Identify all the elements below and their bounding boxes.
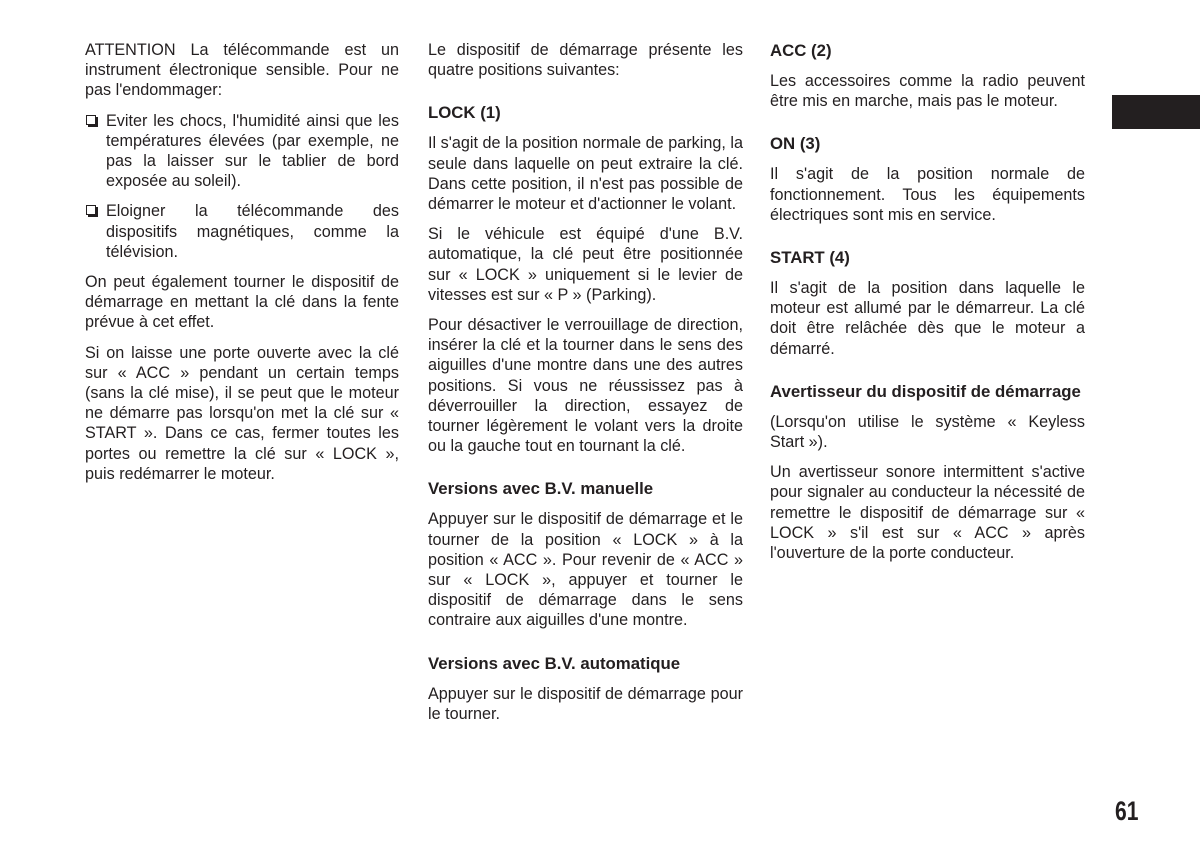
section-heading-lock: LOCK (1) [428,103,501,123]
body-paragraph: Un avertisseur sonore intermittent s'active pour signaler au conducteur la nécessité de remettre le dispositif de démarrage sur « LOCK » s'il est sur « ACC » après l'ouverture de la porte conducteur. [770,463,1085,563]
intro-paragraph: Le dispositif de démarrage présente les quatre positions suivantes: [428,41,743,80]
body-paragraph: Appuyer sur le dispositif de démarrage et le tourner de la position « LOCK » à la position « ACC ». Pour revenir de « ACC » sur « LOCK », appuyer et tourner le dispositif de démarrage dans le sens contraire aux aiguilles d'une montre. [428,510,743,630]
left-column [85,40,399,494]
section-heading-manual: Versions avec B.V. manuelle [428,479,654,499]
bullet-item [85,111,399,192]
section-heading-on: ON (3) [770,134,821,154]
body-paragraph: Si le véhicule est équipé d'une B.V. automatique, la clé peut être positionnée sur « LOCK » uniquement si le levier de vitesses est sur « P » (Parking). [428,225,743,304]
bullet-item [85,201,399,262]
body-paragraph: Il s'agit de la position dans laquelle le moteur est allumé par le démarreur. La clé doit être relâchée dès que le moteur a démarré. [770,279,1085,358]
section-heading-start: START (4) [770,248,850,268]
bullet-text: Eviter les chocs, l'humidité ainsi que les températures élevées (par exemple, ne pas la laisser sur le tablier de bord exposée au soleil). [106,111,399,191]
section-heading-warning: Avertisseur du dispositif de démarrage [770,381,1081,401]
checkbox-bullet-icon [86,115,96,125]
right-column [770,40,1085,573]
body-paragraph: Les accessoires comme la radio peuvent être mis en marche, mais pas le moteur. [770,72,1085,111]
section-heading-automatic: Versions avec B.V. automatique [428,653,681,673]
section-heading-acc: ACC (2) [770,41,832,60]
body-paragraph: On peut également tourner le dispositif de démarrage en mettant la clé dans la fente prévue à cet effet. [85,273,399,332]
attention-paragraph: ATTENTION La télécommande est un instrument électronique sensible. Pour ne pas l'endommager: [85,41,399,100]
body-paragraph: Appuyer sur le dispositif de démarrage pour le tourner. [428,684,743,723]
body-paragraph: Il s'agit de la position normale de parking, la seule dans laquelle on peut extraire la clé. Dans cette position, il n'est pas possible de démarrer le moteur et d'actionner le volant. [428,134,743,214]
page-number: 61 [1115,796,1139,826]
body-paragraph: (Lorsqu'on utilise le système « Keyless Start »). [770,412,1085,452]
middle-column [428,40,743,734]
bullet-text: Eloigner la télécommande des dispositifs magnétiques, comme la télévision. [106,202,399,261]
checkbox-bullet-icon [86,205,96,215]
body-paragraph: Il s'agit de la position normale de fonctionnement. Tous les équipements électriques sont mis en service. [770,165,1085,224]
body-paragraph: Si on laisse une porte ouverte avec la clé sur « ACC » pendant un certain temps (sans la clé mise), il se peut que le moteur ne démarre pas lorsqu'on met la clé sur « START ». Dans ce cas, fermer toutes les portes ou remettre la clé sur « LOCK », puis redémarrer le moteur. [85,343,399,483]
section-tab-marker [1112,95,1200,129]
body-paragraph: Pour désactiver le verrouillage de direction, insérer la clé et la tourner dans le sens des aiguilles d'une montre dans une des autres positions. Si vous ne réussissez pas à déverrouiller la direction, essayez de tourner légèrement le volant vers la droite ou la gauche tout en tournant la clé. [428,316,743,456]
